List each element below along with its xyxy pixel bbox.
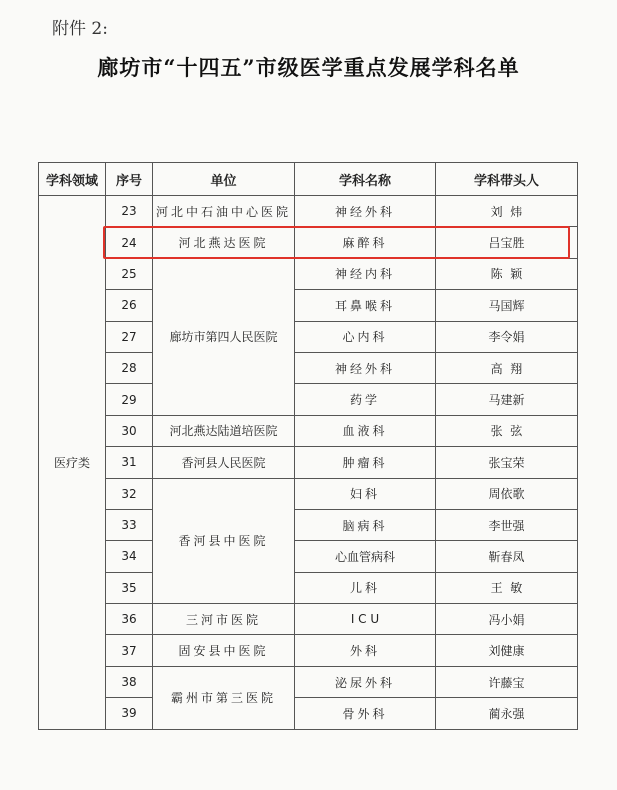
table-row — [39, 384, 578, 415]
leader-cell: 吕宝胜 — [436, 227, 578, 258]
header-unit: 单位 — [153, 163, 295, 196]
discipline-cell: 耳鼻喉科 — [295, 290, 436, 321]
leader-cell: 李世强 — [436, 509, 578, 540]
row-number: 38 — [106, 666, 153, 697]
table-row — [39, 509, 578, 540]
row-number: 28 — [106, 352, 153, 383]
discipline-cell: 神经内科 — [295, 258, 436, 289]
discipline-cell: 脑病科 — [295, 509, 436, 540]
leader-cell: 李令娟 — [436, 321, 578, 352]
row-number: 30 — [106, 415, 153, 446]
leader-cell: 许藤宝 — [436, 666, 578, 697]
table-row — [39, 321, 578, 352]
leader-cell: 陈 颖 — [436, 258, 578, 289]
row-number: 36 — [106, 604, 153, 635]
discipline-cell: 外科 — [295, 635, 436, 666]
table-row — [39, 635, 578, 666]
discipline-cell: 药学 — [295, 384, 436, 415]
discipline-cell: 血液科 — [295, 415, 436, 446]
discipline-cell: 神经外科 — [295, 196, 436, 227]
table-row — [39, 666, 578, 697]
discipline-cell: 妇科 — [295, 478, 436, 509]
unit-cell: 河北中石油中心医院 — [153, 196, 295, 227]
discipline-cell: I C U — [295, 604, 436, 635]
discipline-cell: 肿瘤科 — [295, 447, 436, 478]
unit-cell: 河北燕达陆道培医院 — [153, 415, 295, 446]
table-row — [39, 290, 578, 321]
header-field: 学科领域 — [39, 163, 106, 196]
unit-cell: 河北燕达医院 — [153, 227, 295, 258]
row-number: 39 — [106, 698, 153, 729]
table-row — [39, 572, 578, 603]
leader-cell: 刘健康 — [436, 635, 578, 666]
leader-cell: 马建新 — [436, 384, 578, 415]
leader-cell: 靳春凤 — [436, 541, 578, 572]
row-number: 23 — [106, 196, 153, 227]
row-number: 37 — [106, 635, 153, 666]
leader-cell: 张宝荣 — [436, 447, 578, 478]
leader-cell: 高 翔 — [436, 352, 578, 383]
table-row — [39, 196, 578, 227]
discipline-cell: 儿科 — [295, 572, 436, 603]
discipline-cell: 泌尿外科 — [295, 666, 436, 697]
discipline-cell: 神经外科 — [295, 352, 436, 383]
row-number: 32 — [106, 478, 153, 509]
unit-cell: 廊坊市第四人民医院 — [153, 258, 295, 415]
header-discipline: 学科名称 — [295, 163, 436, 196]
row-number: 25 — [106, 258, 153, 289]
leader-cell: 冯小娟 — [436, 604, 578, 635]
unit-cell: 三河市医院 — [153, 604, 295, 635]
unit-cell: 香河县中医院 — [153, 478, 295, 604]
row-number: 33 — [106, 509, 153, 540]
discipline-cell: 骨外科 — [295, 698, 436, 729]
table-row — [39, 541, 578, 572]
field-cell: 医疗类 — [39, 196, 106, 730]
row-number: 35 — [106, 572, 153, 603]
row-number: 34 — [106, 541, 153, 572]
attachment-label: 附件 2: — [52, 19, 108, 39]
row-number: 24 — [106, 227, 153, 258]
leader-cell: 刘 炜 — [436, 196, 578, 227]
unit-cell: 固安县中医院 — [153, 635, 295, 666]
table-row — [39, 227, 578, 258]
table-row — [39, 258, 578, 289]
discipline-cell: 麻醉科 — [295, 227, 436, 258]
table-row — [39, 447, 578, 478]
discipline-cell: 心血管病科 — [295, 541, 436, 572]
leader-cell: 马国辉 — [436, 290, 578, 321]
table-row — [39, 352, 578, 383]
row-number: 29 — [106, 384, 153, 415]
row-number: 26 — [106, 290, 153, 321]
leader-cell: 蔺永强 — [436, 698, 578, 729]
discipline-table — [38, 162, 578, 730]
table-header-row — [39, 163, 578, 196]
row-number: 27 — [106, 321, 153, 352]
leader-cell: 王 敏 — [436, 572, 578, 603]
unit-cell: 霸州市第三医院 — [153, 666, 295, 729]
table-row — [39, 478, 578, 509]
leader-cell: 周依歌 — [436, 478, 578, 509]
row-number: 31 — [106, 447, 153, 478]
unit-cell: 香河县人民医院 — [153, 447, 295, 478]
table-row — [39, 604, 578, 635]
header-number: 序号 — [106, 163, 153, 196]
header-leader: 学科带头人 — [436, 163, 578, 196]
leader-cell: 张 弦 — [436, 415, 578, 446]
table-row — [39, 415, 578, 446]
discipline-cell: 心内科 — [295, 321, 436, 352]
page-title: 廊坊市“十四五”市级医学重点发展学科名单 — [97, 55, 520, 80]
table-row — [39, 698, 578, 729]
